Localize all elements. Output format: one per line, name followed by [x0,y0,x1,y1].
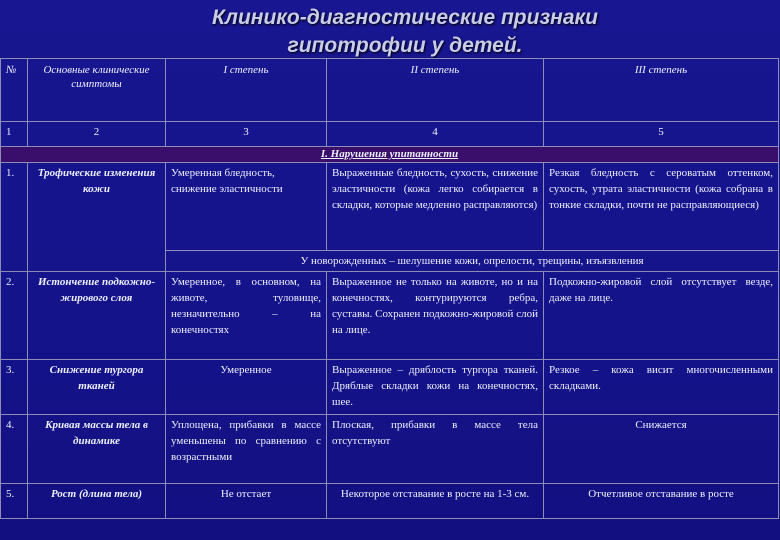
page-title [0,4,780,60]
row-symptom: Кривая массы тела в динамике [28,415,166,484]
header-degree-2: II степень [327,59,544,122]
row-degree-2: Плоская, прибавки в массе тела отсутствуют [327,415,544,484]
row-number: 3. [1,360,28,415]
table-row [1,272,779,360]
header-degree-3: III степень [544,59,779,122]
row-degree-3: Подкожно-жировой слой отсутствует везде, даже на лице. [544,272,779,360]
row-symptom: Истончение подкожно-жирового слоя [28,272,166,360]
column-numbers-row [1,122,779,147]
row-degree-1: Умеренное [166,360,327,415]
header-symptoms: Основные клинические симптомы [28,59,166,122]
row-degree-1: Не отстает [166,484,327,519]
column-number: 3 [166,122,327,147]
row-number: 4. [1,415,28,484]
header-no: № [1,59,28,122]
row-number: 1. [1,163,28,272]
table-row [1,415,779,484]
row-number: 5. [1,484,28,519]
column-number: 2 [28,122,166,147]
section-row [1,147,779,163]
row-degree-3: Резкая бледность с сероватым оттенком, сухость, утрата эластичности (кожа собрана в тонкие складки, почти не расправляющиеся) [544,163,779,251]
row-note: У новорожденных – шелушение кожи, опрелости, трещины, изъязвления [166,251,779,272]
table-header-row [1,59,779,122]
row-degree-2: Выраженное не только на животе, но и на конечностях, контурируются ребра, суставы. Сохранен подкожно-жировой слой на лице. [327,272,544,360]
row-degree-1: Умеренная бледность, снижение эластичности [166,163,327,251]
table-row [1,484,779,519]
row-degree-3: Отчетливое отставание в росте [544,484,779,519]
symptoms-table [0,58,779,519]
row-symptom: Рост (длина тела) [28,484,166,519]
row-symptom: Снижение тургора тканей [28,360,166,415]
section-title: I. Нарушения упитанности [1,147,779,163]
row-degree-1: Уплощена, прибавки в массе уменьшены по сравнению с возрастными [166,415,327,484]
row-degree-2: Некоторое отставание в росте на 1-3 см. [327,484,544,519]
row-degree-3: Снижается [544,415,779,484]
row-number: 2. [1,272,28,360]
column-number: 1 [1,122,28,147]
table-row [1,360,779,415]
title-line-1: Клинико-диагностические признаки [211,6,599,29]
row-degree-2: Выраженные бледность, сухость, снижение эластичности (кожа легко собирается в складки, которые медленно расправляются) [327,163,544,251]
table-row [1,163,779,251]
title-line-2: гипотрофии у детей. [287,34,523,57]
row-degree-1: Умеренное, в основном, на животе, туловище, незначительно – на конечностях [166,272,327,360]
header-degree-1: I степень [166,59,327,122]
row-symptom: Трофические изменения кожи [28,163,166,272]
column-number: 5 [544,122,779,147]
column-number: 4 [327,122,544,147]
row-degree-2: Выраженное – дряблость тургора тканей. Дряблые складки кожи на конечностях, шее. [327,360,544,415]
row-degree-3: Резкое – кожа висит многочисленными складками. [544,360,779,415]
